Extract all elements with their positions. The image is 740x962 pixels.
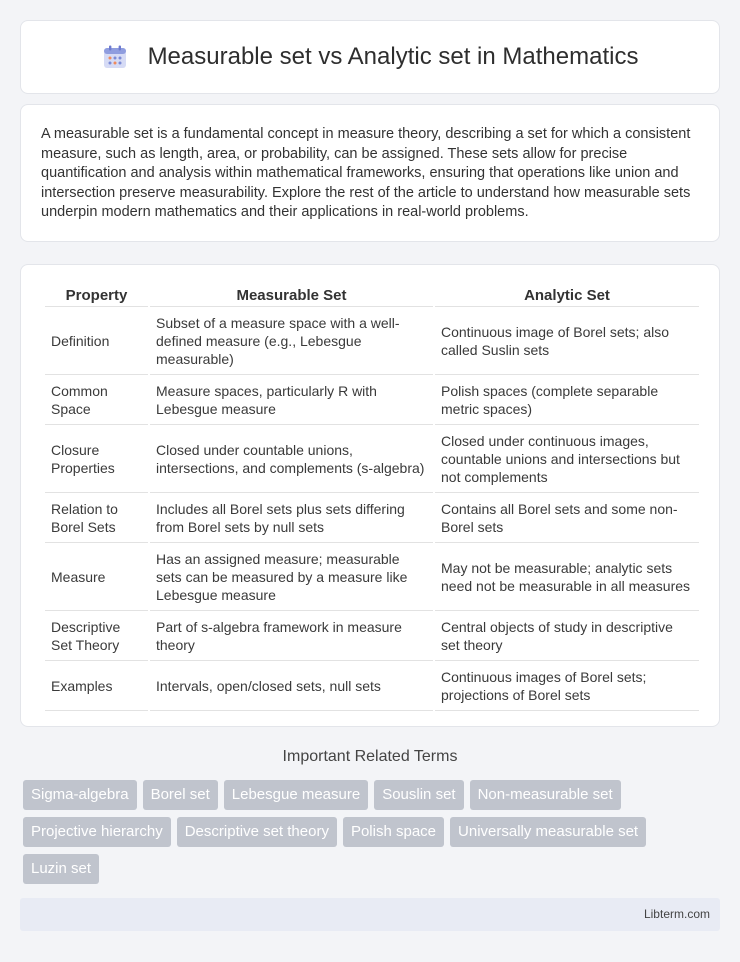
row-analytic-value: Closed under continuous images, countable unions and intersections but not complements <box>435 425 699 493</box>
tag-polish-space[interactable]: Polish space <box>343 817 444 847</box>
row-measurable-value: Closed under countable unions, intersections, and complements (s-algebra) <box>150 425 433 493</box>
row-analytic-value: Central objects of study in descriptive set theory <box>435 611 699 661</box>
table-header-row <box>45 285 699 307</box>
header-analytic-set: Analytic Set <box>435 285 699 307</box>
row-measurable-value: Has an assigned measure; measurable sets can be measured by a measure like Lebesgue measure <box>150 543 433 611</box>
header <box>102 43 639 71</box>
row-analytic-value: Continuous image of Borel sets; also called Suslin sets <box>435 307 699 375</box>
row-property: Closure Properties <box>45 425 148 493</box>
row-property: Relation to Borel Sets <box>45 493 148 543</box>
table-row <box>45 307 699 375</box>
tag-borel-set[interactable]: Borel set <box>143 780 218 810</box>
row-measurable-value: Subset of a measure space with a well-defined measure (e.g., Lebesgue measurable) <box>150 307 433 375</box>
header-property: Property <box>45 285 148 307</box>
table-row <box>45 611 699 661</box>
page-title: Measurable set vs Analytic set in Mathematics <box>147 43 639 70</box>
row-analytic-value: Polish spaces (complete separable metric spaces) <box>435 375 699 425</box>
header-card <box>20 20 720 94</box>
table-row <box>45 375 699 425</box>
comparison-table <box>43 285 701 711</box>
footer <box>20 898 720 931</box>
row-property: Descriptive Set Theory <box>45 611 148 661</box>
tag-descriptive-set-theory[interactable]: Descriptive set theory <box>177 817 337 847</box>
row-property: Definition <box>45 307 148 375</box>
row-measurable-value: Includes all Borel sets plus sets differing from Borel sets by null sets <box>150 493 433 543</box>
row-measurable-value: Part of s-algebra framework in measure theory <box>150 611 433 661</box>
calendar-grid-icon <box>102 44 128 70</box>
tag-luzin-set[interactable]: Luzin set <box>23 854 99 884</box>
table-row <box>45 493 699 543</box>
table-row <box>45 425 699 493</box>
tag-lebesgue-measure[interactable]: Lebesgue measure <box>224 780 368 810</box>
row-analytic-value: Continuous images of Borel sets; projections of Borel sets <box>435 661 699 711</box>
row-analytic-value: Contains all Borel sets and some non-Borel sets <box>435 493 699 543</box>
table-row <box>45 661 699 711</box>
related-terms-tags <box>23 780 723 884</box>
intro-paragraph: A measurable set is a fundamental concept in measure theory, describing a set for which a consistent measure, such as length, area, or probability, can be assigned. These sets allow for precise quantification and analysis within mathematical frameworks, ensuring that operations like union and intersection preserve measurability. Explore the rest of the article to understand how measurable sets underpin modern mathematics and their applications in real-world problems. <box>41 126 691 221</box>
table-row <box>45 543 699 611</box>
related-terms-title: Important Related Terms <box>282 748 458 765</box>
row-property: Common Space <box>45 375 148 425</box>
row-analytic-value: May not be measurable; analytic sets need not be measurable in all measures <box>435 543 699 611</box>
row-property: Examples <box>45 661 148 711</box>
header-measurable-set: Measurable Set <box>150 285 433 307</box>
tag-sigma-algebra[interactable]: Sigma-algebra <box>23 780 137 810</box>
tag-universally-measurable-set[interactable]: Universally measurable set <box>450 817 646 847</box>
tag-projective-hierarchy[interactable]: Projective hierarchy <box>23 817 171 847</box>
intro-card <box>20 104 720 242</box>
footer-site-link[interactable]: Libterm.com <box>643 907 710 921</box>
tag-non-measurable-set[interactable]: Non-measurable set <box>470 780 621 810</box>
comparison-table-card <box>20 264 720 727</box>
row-property: Measure <box>45 543 148 611</box>
tag-souslin-set[interactable]: Souslin set <box>374 780 463 810</box>
row-measurable-value: Measure spaces, particularly R with Lebesgue measure <box>150 375 433 425</box>
row-measurable-value: Intervals, open/closed sets, null sets <box>150 661 433 711</box>
